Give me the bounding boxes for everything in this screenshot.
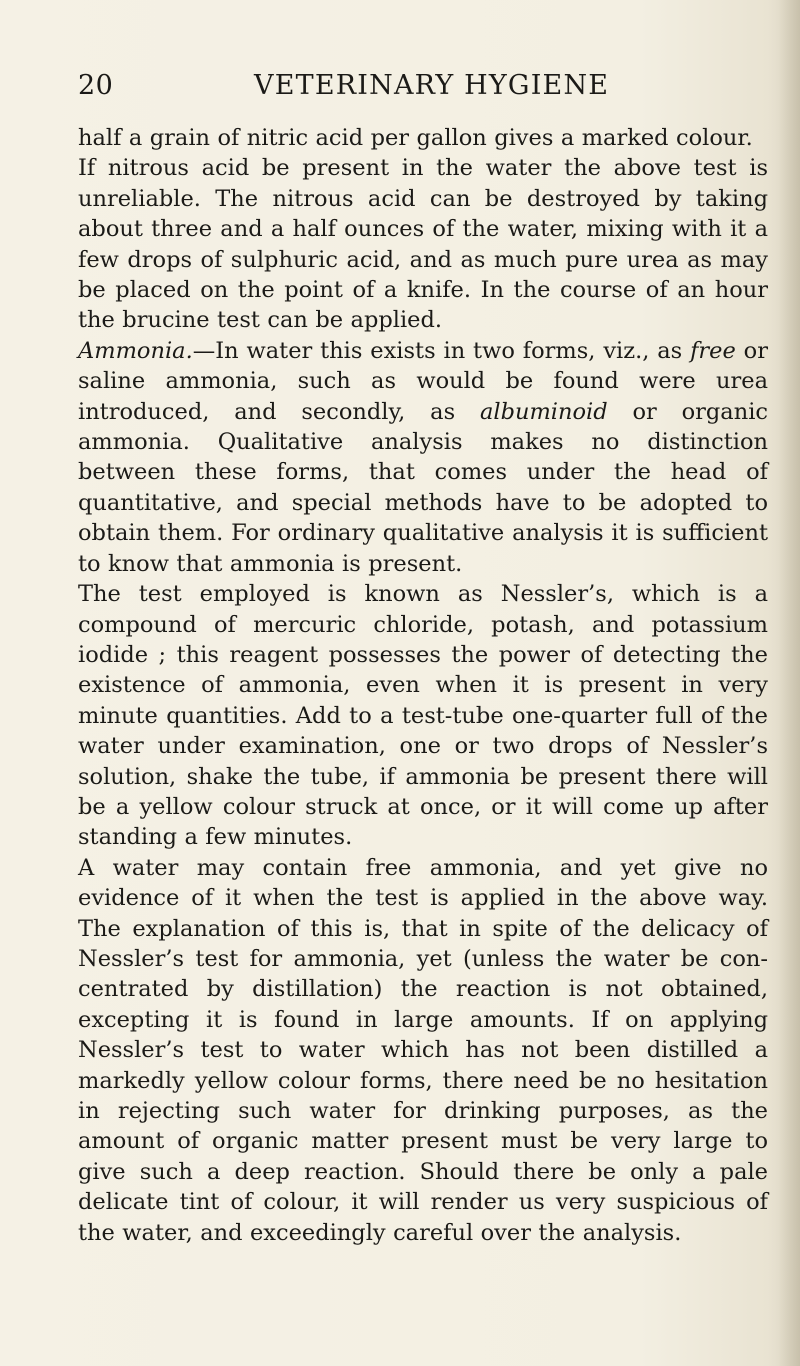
- ammonia-term-free: free: [690, 337, 736, 364]
- page-number: 20: [78, 70, 114, 101]
- ammonia-text-3: or organic ammonia. Qualitative analysis makes no distinction between these forms, that comes under the head of quantitative, and special methods have to be adopted to obtain them. For ordinary qualitative analysis it is sufficient to know that ammonia is present.: [78, 398, 768, 577]
- page-header: [78, 66, 768, 106]
- paragraph-nitric-acid-continued: half a grain of nitric acid per gallon gives a marked colour.: [78, 125, 753, 151]
- page-edge-shadow: [778, 0, 800, 1366]
- paragraph-nitrous-acid: If nitrous acid be present in the water the above test is unreliable. The nitrous acid can be destroyed by taking about three and a half ounces of the water, mixing with it a few drops of sulphuric acid, and as much pure urea as may be placed on the point of a knife. In the course of an hour the brucine test can be applied.: [78, 155, 768, 334]
- paragraph-nessler-test: The test employed is known as Nessler’s, which is a compound of mercuric chloride, potash, and potassium iodide ; this reagent possesses the power of detecting the existence of ammonia, even when it is present in very minute quantities. Add to a test-tube one-quarter full of the water under examination, one or two drops of Nessler’s solution, shake the tube, if ammonia be present there will be a yellow colour struck at once, or it will come up after standing a few minutes.: [78, 581, 768, 851]
- paragraph-ammonia: [78, 336, 768, 579]
- body-text: [78, 123, 768, 1248]
- running-head: VETERINARY HYGIENE: [254, 70, 610, 101]
- paragraph-free-ammonia: A water may contain free ammonia, and yet give no evidence of it when the test is applied in the above way. The explanation of this is, that in spite of the delicacy of Nessler’s test for ammonia, yet (unless the water be con-centrated by distillation) the reaction is not obtained, excepting it is found in large amounts. If on applying Nessler’s test to water which has not been distilled a markedly yellow colour forms, there need be no hesitation in rejecting such water for drinking purposes, as the amount of organic matter present must be very large to give such a deep reaction. Should there be only a pale delicate tint of colour, it will render us very suspicious of the water, and exceedingly careful over the analysis.: [78, 854, 768, 1246]
- ammonia-text-1: —In water this exists in two forms, viz., as: [192, 337, 691, 364]
- ammonia-term-albuminoid: albuminoid: [479, 398, 608, 425]
- section-heading-ammonia: Ammonia.: [78, 337, 193, 364]
- ammonia-text-2: or saline ammonia, such as would be found were urea introduced, and secondly, as: [78, 337, 768, 425]
